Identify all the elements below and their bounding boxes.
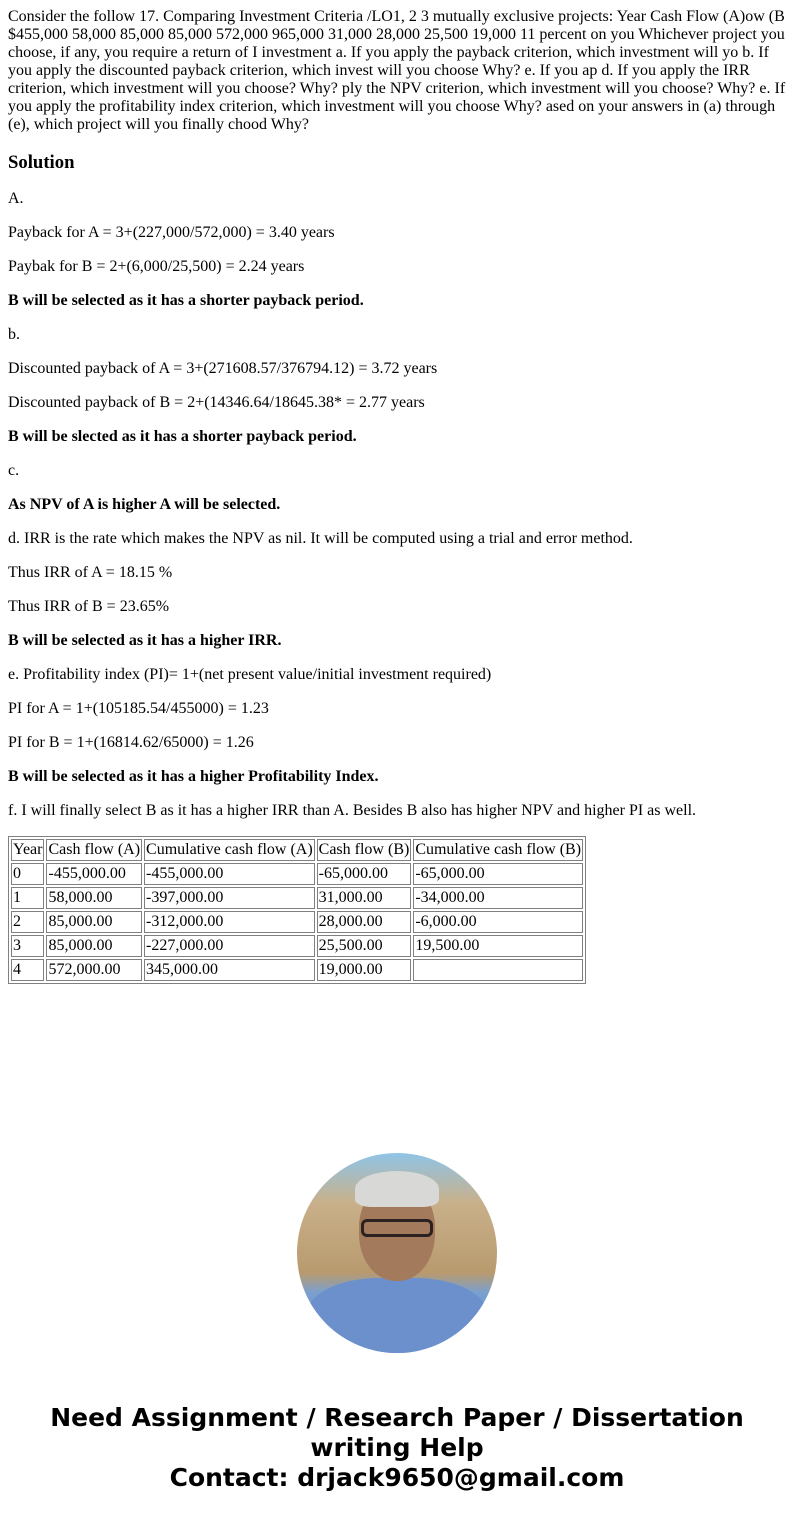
solution-paragraph: Discounted payback of A = 3+(271608.57/376794.12) = 3.72 years xyxy=(8,360,438,377)
conclusion-text: As NPV of A is higher A will be selected. xyxy=(8,496,281,513)
solution-paragraph: Thus IRR of B = 23.65% xyxy=(8,598,170,615)
footer-line-2: writing Help xyxy=(310,1433,484,1462)
solution-paragraph: Paybak for B = 2+(6,000/25,500) = 2.24 years xyxy=(8,258,305,275)
table-cell: -227,000.00 xyxy=(144,935,315,957)
solution-paragraph: c. xyxy=(8,462,20,479)
column-header: Cash flow (A) xyxy=(46,839,142,861)
table-cell: -455,000.00 xyxy=(144,863,315,885)
column-header: Year xyxy=(11,839,44,861)
solution-paragraph: PI for B = 1+(16814.62/65000) = 1.26 xyxy=(8,734,254,751)
footer-line-1: Need Assignment / Research Paper / Dissertation xyxy=(50,1403,744,1432)
solution-paragraph: b. xyxy=(8,326,20,343)
table-cell: 58,000.00 xyxy=(46,887,142,909)
solution-body xyxy=(8,190,786,820)
table-cell: -65,000.00 xyxy=(413,863,583,885)
table-cell: 572,000.00 xyxy=(46,959,142,981)
table-cell: 345,000.00 xyxy=(144,959,315,981)
table-cell: 4 xyxy=(11,959,44,981)
table-cell: 25,500.00 xyxy=(317,935,412,957)
avatar-glasses xyxy=(361,1219,433,1237)
question-text: Consider the follow 17. Comparing Investment Criteria /LO1, 2 3 mutually exclusive projects: Year Cash Flow (A)ow (B $455,000 58,000 85,000 85,000 572,000 965,000 31,000 28,000 25,500 19,000 11 percent on you Whichever project you choose, if any, you require a return of I investment a. If you apply the payback criterion, which investment will yo b. If you apply the discounted payback criterion, which invest will you choose Why? e. If you ap d. If you apply the IRR criterion, which investment will you choose? Why? ply the NPV criterion, which investment will you choose? Why? e. If you apply the profitability index criterion, which investment will you choose Why? ased on your answers in (a) through (e), which project will you finally chood Why? xyxy=(8,8,786,133)
solution-paragraph: e. Profitability index (PI)= 1+(net present value/initial investment required) xyxy=(8,666,492,683)
solution-paragraph: Thus IRR of A = 18.15 % xyxy=(8,564,173,581)
table-cell: 31,000.00 xyxy=(317,887,412,909)
table-cell: 3 xyxy=(11,935,44,957)
contact-banner xyxy=(0,1403,794,1493)
column-header: Cumulative cash flow (B) xyxy=(413,839,583,861)
column-header: Cash flow (B) xyxy=(317,839,412,861)
table-header-row xyxy=(11,839,583,861)
column-header: Cumulative cash flow (A) xyxy=(144,839,315,861)
table-cell: 2 xyxy=(11,911,44,933)
solution-paragraph: Discounted payback of B = 2+(14346.64/18645.38* = 2.77 years xyxy=(8,394,425,411)
conclusion-text: B will be selected as it has a higher IRR. xyxy=(8,632,282,649)
table-cell: 0 xyxy=(11,863,44,885)
table-cell: 19,500.00 xyxy=(413,935,583,957)
solution-paragraph: f. I will finally select B as it has a higher IRR than A. Besides B also has higher NPV and higher PI as well. xyxy=(8,802,697,819)
table-cell xyxy=(413,959,583,981)
table-row xyxy=(11,887,583,909)
solution-heading: Solution xyxy=(8,152,75,173)
table-cell: -312,000.00 xyxy=(144,911,315,933)
table-cell: -397,000.00 xyxy=(144,887,315,909)
table-cell: -455,000.00 xyxy=(46,863,142,885)
solution-paragraph: A. xyxy=(8,190,24,207)
table-cell: -6,000.00 xyxy=(413,911,583,933)
conclusion-text: B will be selected as it has a higher Profitability Index. xyxy=(8,768,379,785)
table-row xyxy=(11,959,583,981)
solution-paragraph: Payback for A = 3+(227,000/572,000) = 3.40 years xyxy=(8,224,335,241)
avatar-shirt xyxy=(307,1278,487,1353)
solution-paragraph: PI for A = 1+(105185.54/455000) = 1.23 xyxy=(8,700,269,717)
avatar-hair xyxy=(355,1171,439,1207)
conclusion-text: B will be slected as it has a shorter payback period. xyxy=(8,428,357,445)
table-row xyxy=(11,863,583,885)
table-cell: 85,000.00 xyxy=(46,911,142,933)
cash-flow-table xyxy=(8,836,586,984)
table-row xyxy=(11,935,583,957)
conclusion-text: B will be selected as it has a shorter payback period. xyxy=(8,292,364,309)
table-cell: 28,000.00 xyxy=(317,911,412,933)
author-avatar xyxy=(297,1153,497,1353)
table-cell: -65,000.00 xyxy=(317,863,412,885)
table-cell: 1 xyxy=(11,887,44,909)
table-row xyxy=(11,911,583,933)
table-cell: 85,000.00 xyxy=(46,935,142,957)
solution-paragraph: d. IRR is the rate which makes the NPV as nil. It will be computed using a trial and error method. xyxy=(8,530,633,547)
footer-contact: Contact: drjack9650@gmail.com xyxy=(169,1463,625,1492)
table-cell: 19,000.00 xyxy=(317,959,412,981)
table-cell: -34,000.00 xyxy=(413,887,583,909)
